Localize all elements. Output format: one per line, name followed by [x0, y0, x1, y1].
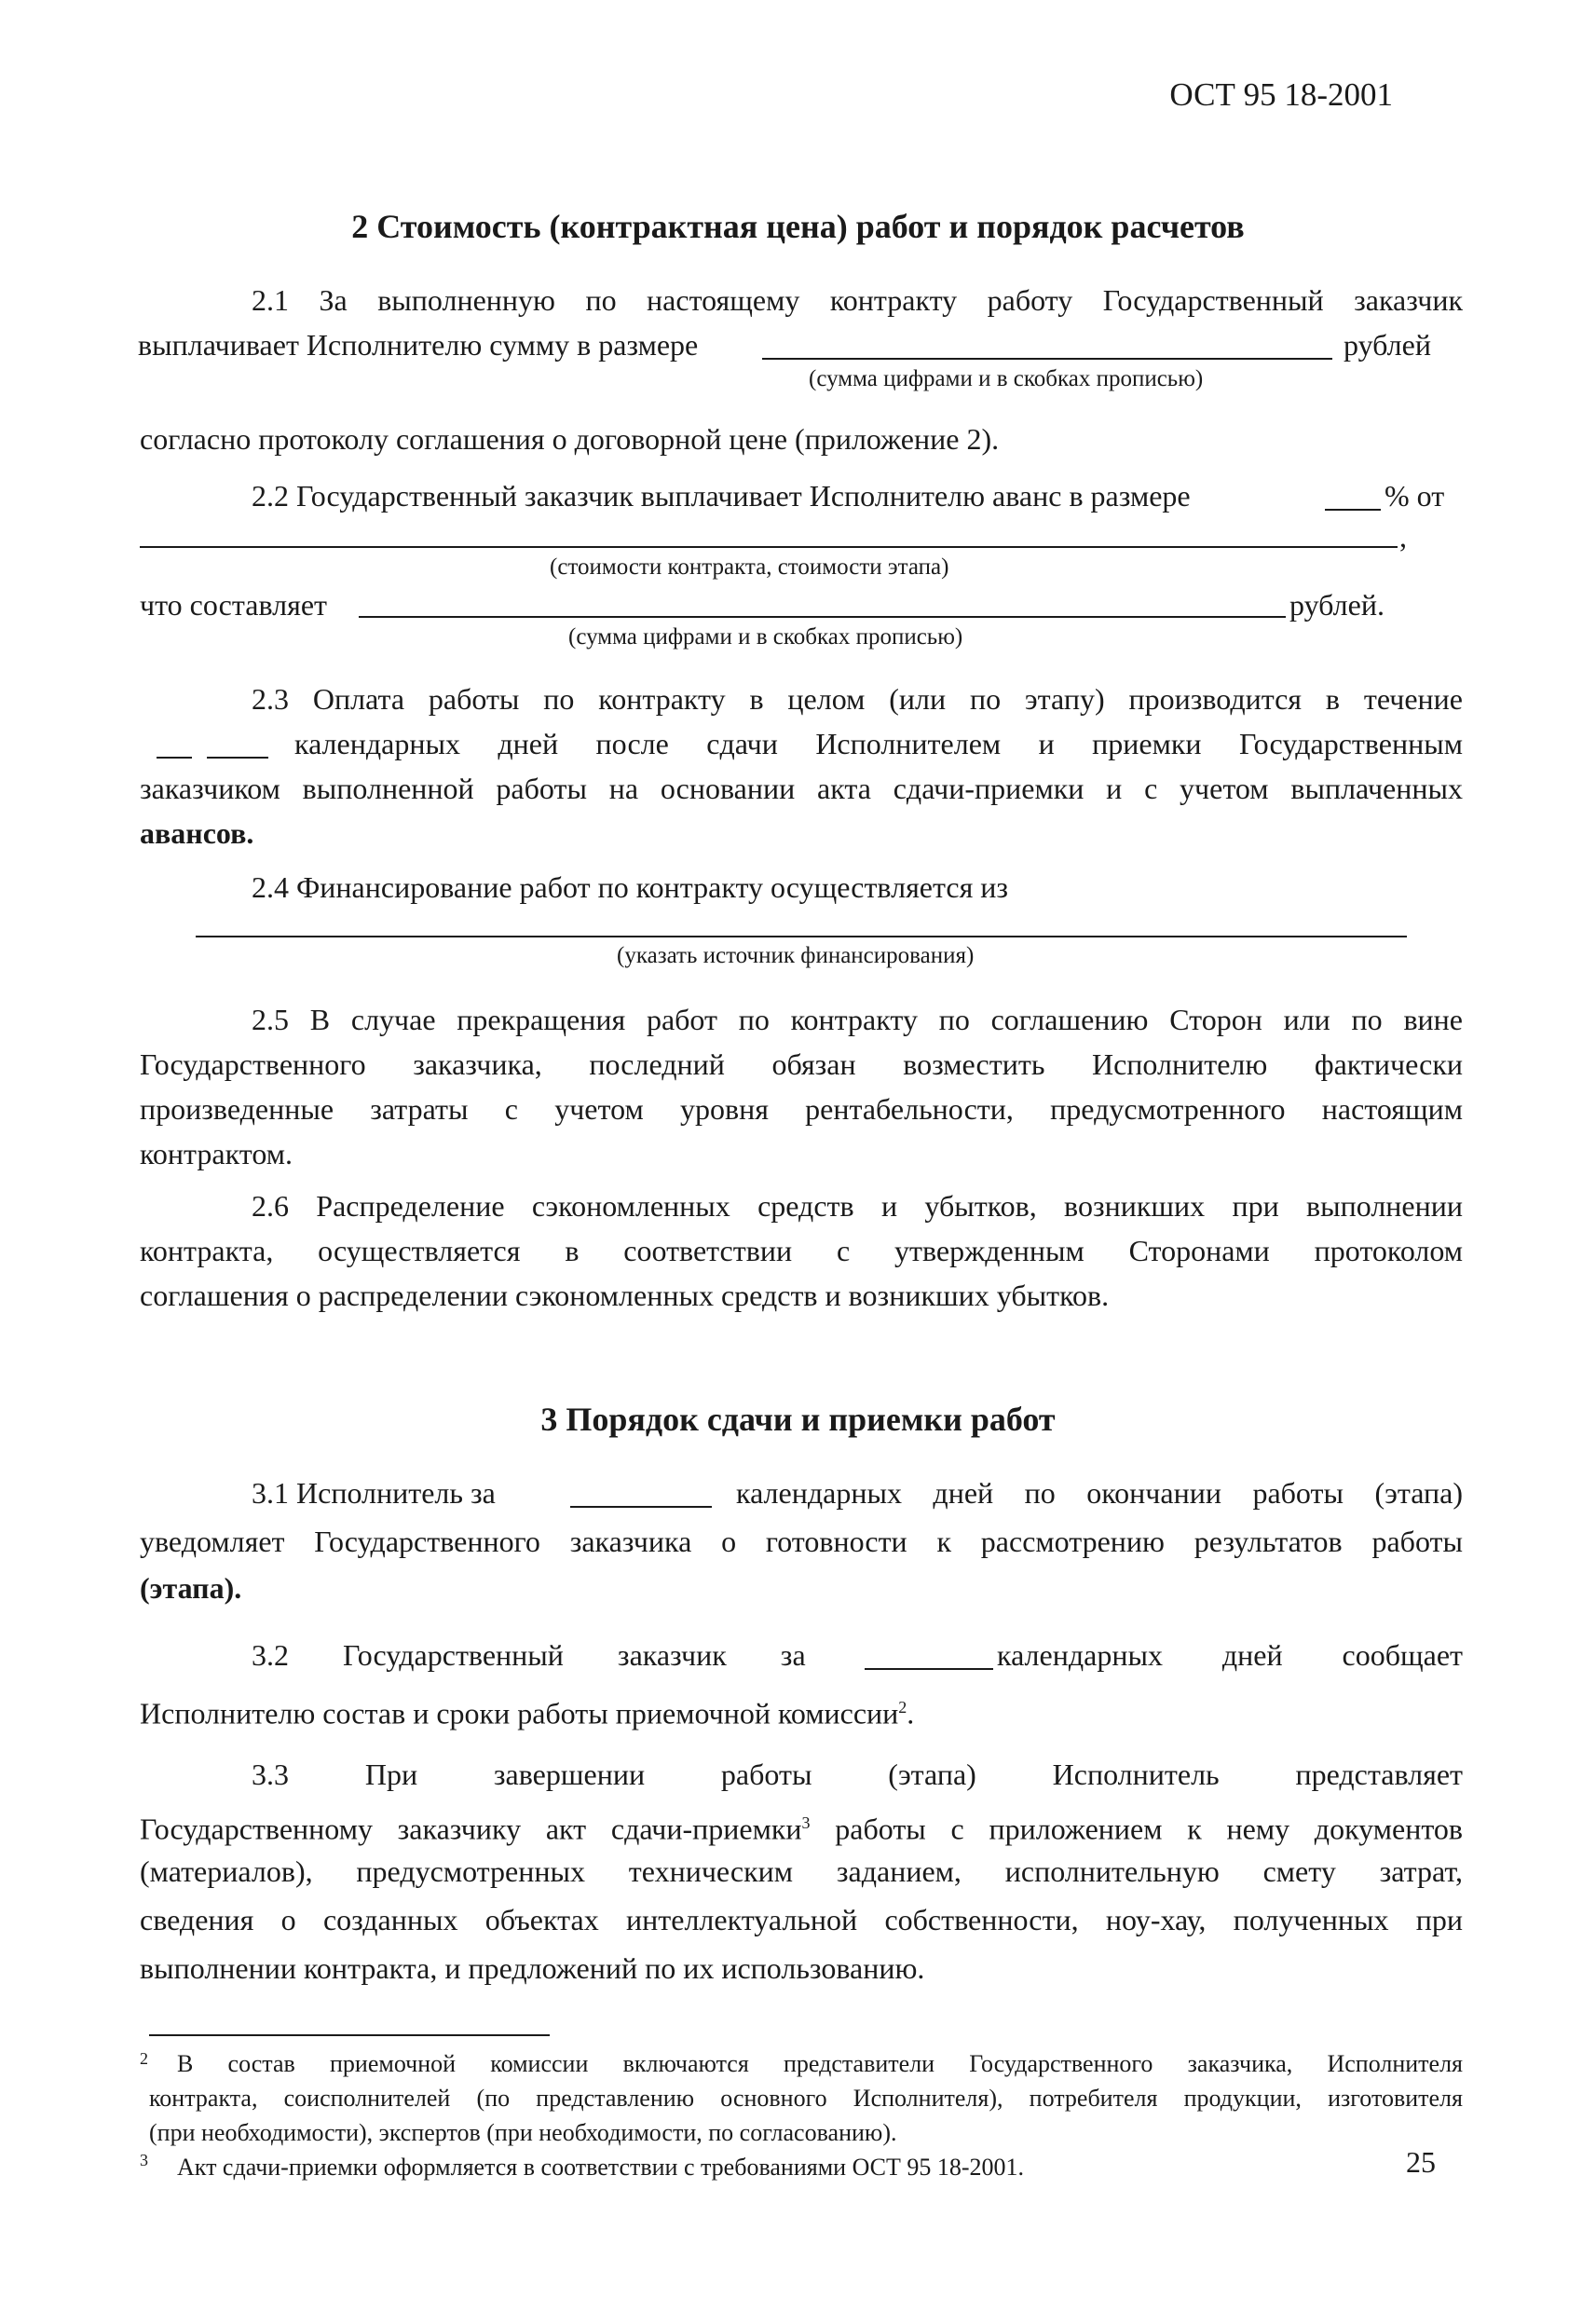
p2-6-line1: 2.6 Распределение сэкономленных средств и убытков, возникших при выполнении: [252, 1189, 1463, 1223]
p2-2-caption1: (стоимости контракта, стоимости этапа): [550, 554, 949, 580]
p2-3-line1: 2.3 Оплата работы по контракту в целом (или по этапу) производится в течение: [252, 682, 1463, 716]
p2-1-rubles: рублей: [1344, 328, 1431, 362]
p2-1-line1: 2.1 За выполненную по настоящему контракту работу Государственный заказчик: [252, 283, 1463, 317]
p3-3-line2: Государственному заказчику акт сдачи-приемки$^3$ работы с приложением к нему документов: [140, 1812, 1464, 1846]
page-number: 25: [1406, 2145, 1436, 2179]
footnote-2-line1: В состав приемочной комиссии включаются представители Государственного заказчика, Исполнителя: [177, 2050, 1463, 2077]
p2-3-line4: авансов.: [140, 816, 254, 850]
footnote-2: 2: [140, 2049, 148, 2068]
sum-blank-line: [359, 616, 1286, 618]
section-2-heading: 2 Стоимость (контрактная цена) работ и порядок расчетов: [351, 208, 1245, 245]
commission-days-blank-line: [865, 1668, 993, 1670]
p3-3-line4: сведения о созданных объектах интеллектуальной собственности, ноу-хау, полученных при: [140, 1903, 1463, 1936]
p3-1-line3: (этапа).: [140, 1571, 242, 1605]
document-code: ОСТ 95 18-2001: [1169, 76, 1393, 113]
p3-2-line1b: календарных дней сообщает: [997, 1638, 1463, 1672]
p2-5-line4: контрактом.: [140, 1137, 293, 1170]
footnote-2-line3: (при необходимости), экспертов (при необходимости, по согласованию).: [149, 2119, 897, 2146]
p2-5-line2: Государственного заказчика, последний обязан возместить Исполнителю фактически: [140, 1047, 1463, 1081]
p2-5-line1: 2.5 В случае прекращения работ по контракту по соглашению Сторон или по вине: [252, 1003, 1463, 1036]
footnote-3: 3: [140, 2151, 148, 2169]
p3-2-line1a: 3.2 Государственный заказчик за: [252, 1638, 806, 1672]
p2-4-caption: (указать источник финансирования): [617, 943, 975, 968]
days-blank-line-a: [157, 757, 192, 759]
p3-2-line2: Исполнителю состав и сроки работы приемочной комиссии$^2$.: [140, 1696, 915, 1731]
footnote-2-line2: контракта, соисполнителей (по представлению основного Исполнителя), потребителя продукции, изготовителя: [149, 2085, 1463, 2112]
p2-3-line3: заказчиком выполненной работы на основании акта сдачи-приемки и с учетом выплаченных: [140, 772, 1463, 805]
p2-1-caption: (сумма цифрами и в скобках прописью): [809, 366, 1204, 391]
p3-1-line1a: 3.1 Исполнитель за: [252, 1476, 496, 1510]
p3-3-line1: 3.3 При завершении работы (этапа) Исполнитель представляет: [252, 1758, 1463, 1791]
footnote-separator: [149, 2034, 550, 2036]
percent-blank-line: [1325, 509, 1381, 511]
base-blank-line: [140, 546, 1398, 548]
p2-1-line2: выплачивает Исполнителю сумму в размере: [138, 328, 699, 362]
p2-2-comma: ,: [1399, 520, 1407, 554]
p2-5-line3: произведенные затраты с учетом уровня рентабельности, предусмотренного настоящим: [140, 1092, 1463, 1126]
p3-3-line3: (материалов), предусмотренных техническим заданием, исполнительную смету затрат,: [140, 1854, 1463, 1888]
footnote-3-line1: Акт сдачи-приемки оформляется в соответствии с требованиями ОСТ 95 18-2001.: [177, 2154, 1025, 2181]
p2-6-line2: контракта, осуществляется в соответствии с утвержденным Сторонами протоколом: [140, 1234, 1463, 1267]
p2-2-line1: 2.2 Государственный заказчик выплачивает Исполнителю аванс в размере: [252, 479, 1191, 513]
p3-3-line5: выполнении контракта, и предложений по их использованию.: [140, 1951, 925, 1985]
p2-1-line3: согласно протоколу соглашения о договорной цене (приложение 2).: [140, 422, 1000, 456]
p2-3-line2: календарных дней после сдачи Исполнителем и приемки Государственным: [294, 727, 1463, 760]
p2-2-percent: % от: [1385, 479, 1445, 513]
p2-2-rubles: рублей.: [1289, 588, 1385, 622]
amount-blank-line: [762, 358, 1332, 360]
p3-1-line2: уведомляет Государственного заказчика о готовности к рассмотрению результатов работы: [140, 1525, 1463, 1558]
section-3-heading: 3 Порядок сдачи и приемки работ: [540, 1401, 1056, 1438]
p3-1-line1b: календарных дней по окончании работы (этапа): [736, 1476, 1463, 1510]
p2-4-line1: 2.4 Финансирование работ по контракту осуществляется из: [252, 870, 1009, 904]
p2-2-caption2: (сумма цифрами и в скобках прописью): [568, 624, 963, 650]
p2-2-line3: что составляет: [140, 588, 327, 622]
source-blank-line: [196, 936, 1407, 937]
days-blank-line-b: [207, 757, 268, 759]
notice-days-blank-line: [570, 1506, 712, 1508]
p2-6-line3: соглашения о распределении сэкономленных средств и возникших убытков.: [140, 1279, 1110, 1312]
